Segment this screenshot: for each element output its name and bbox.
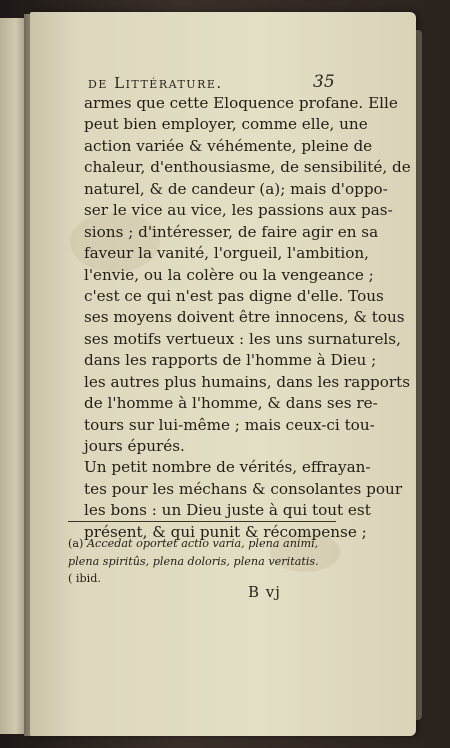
running-head-title: de Littérature. [88,74,223,92]
text-line: tours sur lui-même ; mais ceux-ci tou- [84,415,375,434]
footnote-text: Accedat oportet actio varia, plena animi, [86,537,319,550]
text-line: ser le vice au vice, les passions aux pas- [84,201,393,220]
footnote-line [68,535,343,553]
text-line: chaleur, d'enthousiasme, de sensibilité, de [84,158,411,177]
text-line: ses moyens doivent être innocens, & tous [84,308,405,327]
facing-page-edge [0,18,26,734]
text-line: l'envie, ou la colère ou la vengeance ; [84,265,374,284]
footnote [68,535,343,588]
text-line: jours épurés. [84,437,185,455]
text-line: armes que cette Eloquence profane. Elle [84,94,398,112]
text-line: Un petit nombre de vérités, effrayan- [84,458,371,477]
running-head [88,74,348,92]
footnote-line: plena spiritûs, plena doloris, plena veritatis. [68,554,319,568]
text-line: ses motifs vertueux : les uns surnaturels, [84,329,401,348]
footnote-marker: (a) [68,537,84,550]
text-line: faveur la vanité, l'orgueil, l'ambition, [84,244,369,263]
text-line: tes pour les méchans & consolantes pour [84,479,403,498]
footnote-rule [68,521,336,522]
signature-mark: B vj [248,583,281,601]
text-line: action variée & véhémente, pleine de [84,136,373,155]
body-text [84,93,411,543]
text-line: naturel, & de candeur (a); mais d'oppo- [84,179,388,198]
footnote-line: ( ibid. [68,572,101,585]
text-line: présent, & qui punit & récompense ; [84,522,367,541]
text-line: dans les rapports de l'homme à Dieu ; [84,351,377,370]
text-line: les autres plus humains, dans les rapports [84,372,411,391]
text-line: c'est ce qui n'est pas digne d'elle. Tous [84,286,384,305]
text-line: sions ; d'intéresser, de faire agir en sa [84,222,379,241]
text-line: de l'homme à l'homme, & dans ses re- [84,394,378,413]
page-number: 35 [313,72,335,92]
text-line: peut bien employer, comme elle, une [84,115,368,134]
text-line: les bons : un Dieu juste à qui tout est [84,501,371,520]
